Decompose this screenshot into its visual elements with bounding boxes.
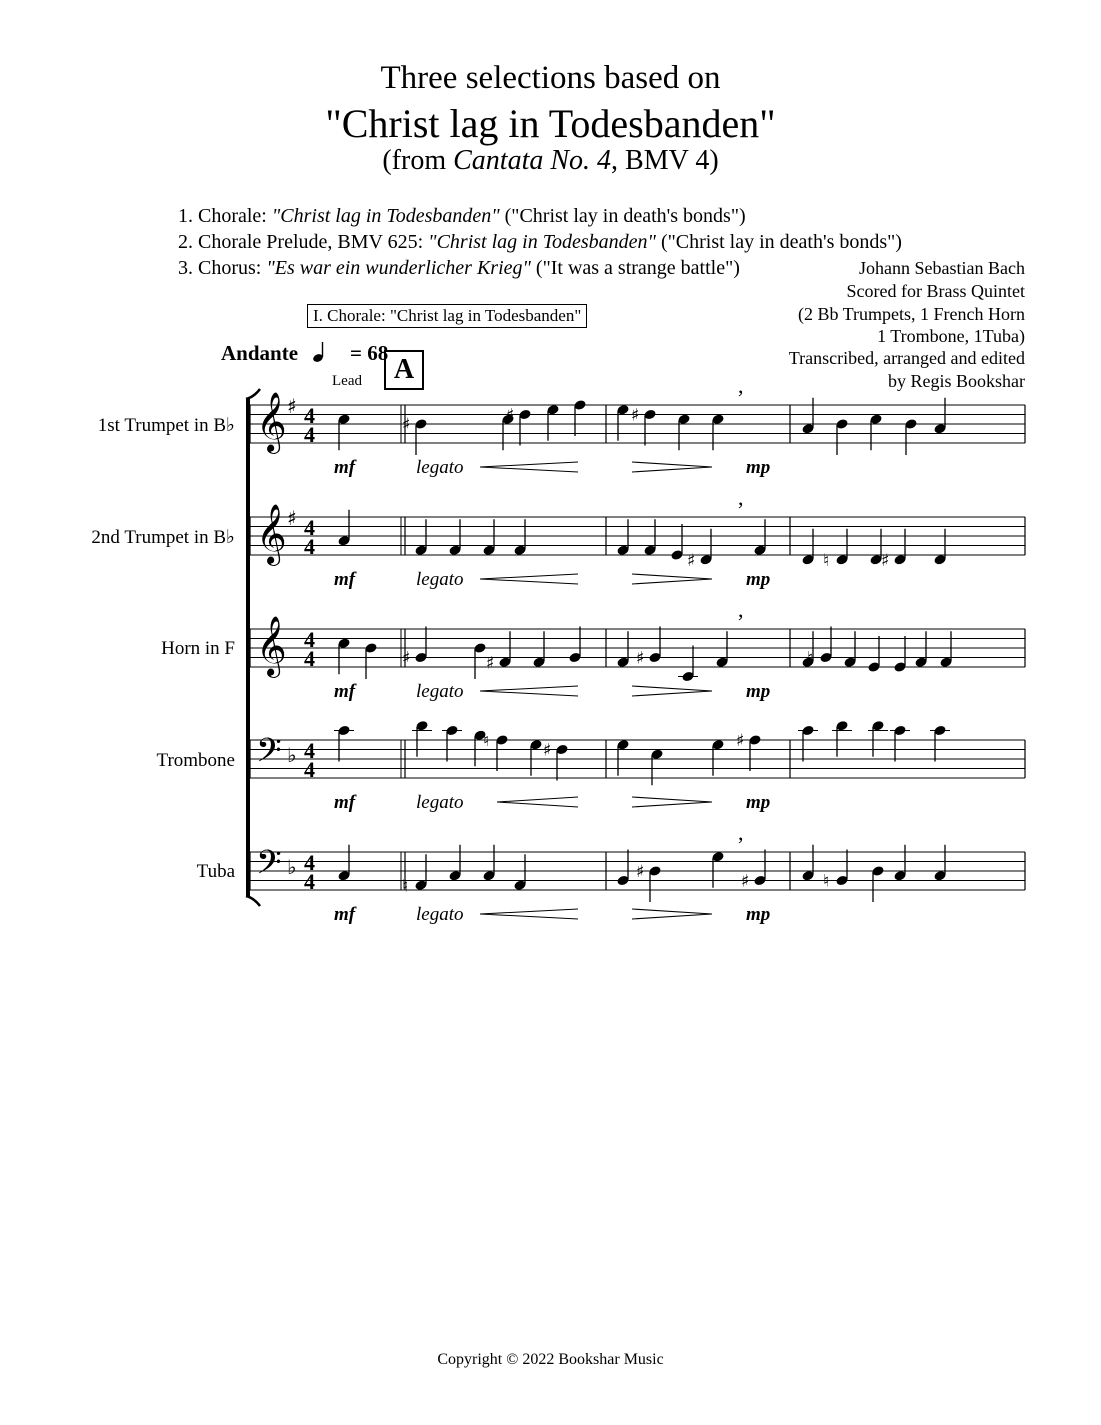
time-signature-denominator: 4	[304, 534, 315, 559]
subtitle-post: , BMV 4)	[611, 145, 719, 176]
time-signature-numerator: 4	[304, 738, 315, 763]
sharp-icon: ♯	[506, 405, 515, 426]
movement-2-title: "Christ lag in Todesbanden"	[428, 231, 656, 253]
instrument-name-trombone: Trombone	[156, 750, 235, 771]
dynamic-mp: mp	[746, 681, 771, 702]
movement-2-pre: 2. Chorale Prelude, BMV 625:	[178, 231, 429, 253]
credit-instruments-1: (2 Bb Trumpets, 1 French Horn	[797, 304, 1025, 324]
dynamic-mf: mf	[334, 904, 356, 925]
key-sharp-icon: ♯	[287, 506, 297, 530]
dynamic-mf: mf	[334, 457, 356, 478]
sharp-icon: ♯	[402, 648, 411, 669]
instrument-name-horn: Horn in F	[161, 638, 235, 659]
time-signature-numerator: 4	[304, 403, 315, 428]
movement-1-pre: 1. Chorale:	[178, 205, 272, 227]
decrescendo-hairpin	[632, 909, 712, 919]
crescendo-hairpin	[480, 462, 578, 472]
instrument-name-trumpet-1: 1st Trumpet in B♭	[97, 415, 235, 436]
dynamic-legato: legato	[416, 457, 464, 478]
time-signature-numerator: 4	[304, 515, 315, 540]
dynamic-mp: mp	[746, 457, 771, 478]
breath-mark-icon: ,	[738, 373, 744, 398]
treble-clef-icon: 𝄞	[256, 504, 287, 564]
crescendo-hairpin	[480, 574, 578, 584]
sharp-icon: ♯	[741, 871, 750, 892]
tempo-bpm: = 68	[350, 341, 389, 365]
subtitle-italic: Cantata No. 4	[453, 145, 612, 176]
breath-mark-icon: ,	[738, 597, 744, 622]
section-label: I. Chorale: "Christ lag in Todesbanden"	[307, 304, 587, 328]
credit-instruments-2: 1 Trombone, 1Tuba)	[877, 326, 1025, 346]
time-signature-denominator: 4	[304, 869, 315, 894]
rehearsal-mark: A	[384, 350, 424, 390]
movement-1-title: "Christ lag in Todesbanden"	[271, 205, 500, 227]
credit-arranger-2: by Regis Bookshar	[888, 371, 1025, 391]
dynamic-mf: mf	[334, 569, 356, 590]
sharp-icon: ♯	[543, 740, 552, 761]
lead-label: Lead	[332, 373, 362, 389]
sharp-icon: ♯	[631, 405, 640, 426]
sharp-icon: ♯	[636, 862, 645, 882]
dynamic-mf: mf	[334, 681, 356, 702]
instrument-name-trumpet-2: 2nd Trumpet in B♭	[91, 527, 235, 548]
sharp-icon: ♯	[736, 731, 745, 751]
decrescendo-hairpin	[632, 462, 712, 472]
key-flat-icon: ♭	[287, 743, 297, 767]
tempo-marking: Andante	[221, 341, 299, 365]
time-signature-denominator: 4	[304, 757, 315, 782]
dynamic-legato: legato	[416, 569, 464, 590]
dynamic-legato: legato	[416, 792, 464, 813]
decrescendo-hairpin	[632, 574, 712, 584]
staff-3	[250, 597, 1025, 702]
key-flat-icon: ♭	[287, 855, 297, 879]
natural-icon: ♮	[807, 648, 814, 669]
movement-3-pre: 3. Chorus:	[178, 257, 267, 279]
sharp-icon: ♯	[881, 550, 890, 571]
decrescendo-hairpin	[632, 797, 712, 807]
dynamic-mp: mp	[746, 792, 771, 813]
dynamic-legato: legato	[416, 681, 464, 702]
movement-2-translation: ("Christ lay in death's bonds")	[655, 231, 902, 253]
time-signature-denominator: 4	[304, 646, 315, 671]
copyright: Copyright © 2022 Bookshar Music	[437, 1351, 664, 1368]
dynamic-mp: mp	[746, 569, 771, 590]
credit-scoring: Scored for Brass Quintet	[846, 281, 1025, 301]
staff-2	[250, 485, 1025, 590]
dynamic-legato: legato	[416, 904, 464, 925]
breath-mark-icon: ,	[738, 485, 744, 510]
movement-3-title: "Es war ein wunderlicher Krieg"	[266, 257, 531, 279]
staff-5	[250, 820, 1025, 925]
title-line-2: "Christ lag in Todesbanden"	[325, 101, 776, 146]
treble-clef-icon: 𝄞	[256, 616, 287, 676]
title-line-1: Three selections based on	[380, 60, 721, 96]
decrescendo-hairpin	[632, 686, 712, 696]
crescendo-hairpin	[480, 909, 578, 919]
dynamic-mf: mf	[334, 792, 356, 813]
bass-clef-icon: 𝄢	[256, 732, 282, 778]
bass-clef-icon: 𝄢	[256, 844, 282, 890]
sharp-icon: ♯	[486, 653, 495, 674]
staff-4	[250, 720, 1025, 813]
movement-1-translation: ("Christ lay in death's bonds")	[499, 205, 746, 227]
subtitle-pre: (from	[382, 145, 454, 176]
natural-icon: ♮	[823, 550, 830, 571]
credit-arranger-1: Transcribed, arranged and edited	[788, 348, 1025, 368]
breath-mark-icon: ,	[738, 820, 744, 845]
natural-icon: ♮	[823, 871, 830, 892]
crescendo-hairpin	[497, 797, 578, 807]
dynamic-mp: mp	[746, 904, 771, 925]
sharp-icon: ♯	[687, 550, 696, 571]
natural-icon: ♮	[483, 731, 490, 751]
natural-icon: ♮	[402, 876, 409, 897]
key-sharp-icon: ♯	[287, 394, 297, 418]
sharp-icon: ♯	[636, 648, 645, 669]
treble-clef-icon: 𝄞	[256, 392, 287, 452]
staff-1	[250, 373, 1025, 478]
credit-composer: Johann Sebastian Bach	[859, 258, 1025, 278]
time-signature-numerator: 4	[304, 627, 315, 652]
sharp-icon: ♯	[402, 415, 411, 435]
movement-3-translation: ("It was a strange battle")	[530, 257, 740, 279]
crescendo-hairpin	[480, 686, 578, 696]
bracket-bottom-hook	[246, 896, 260, 906]
time-signature-numerator: 4	[304, 850, 315, 875]
instrument-name-tuba: Tuba	[196, 861, 235, 882]
time-signature-denominator: 4	[304, 422, 315, 447]
